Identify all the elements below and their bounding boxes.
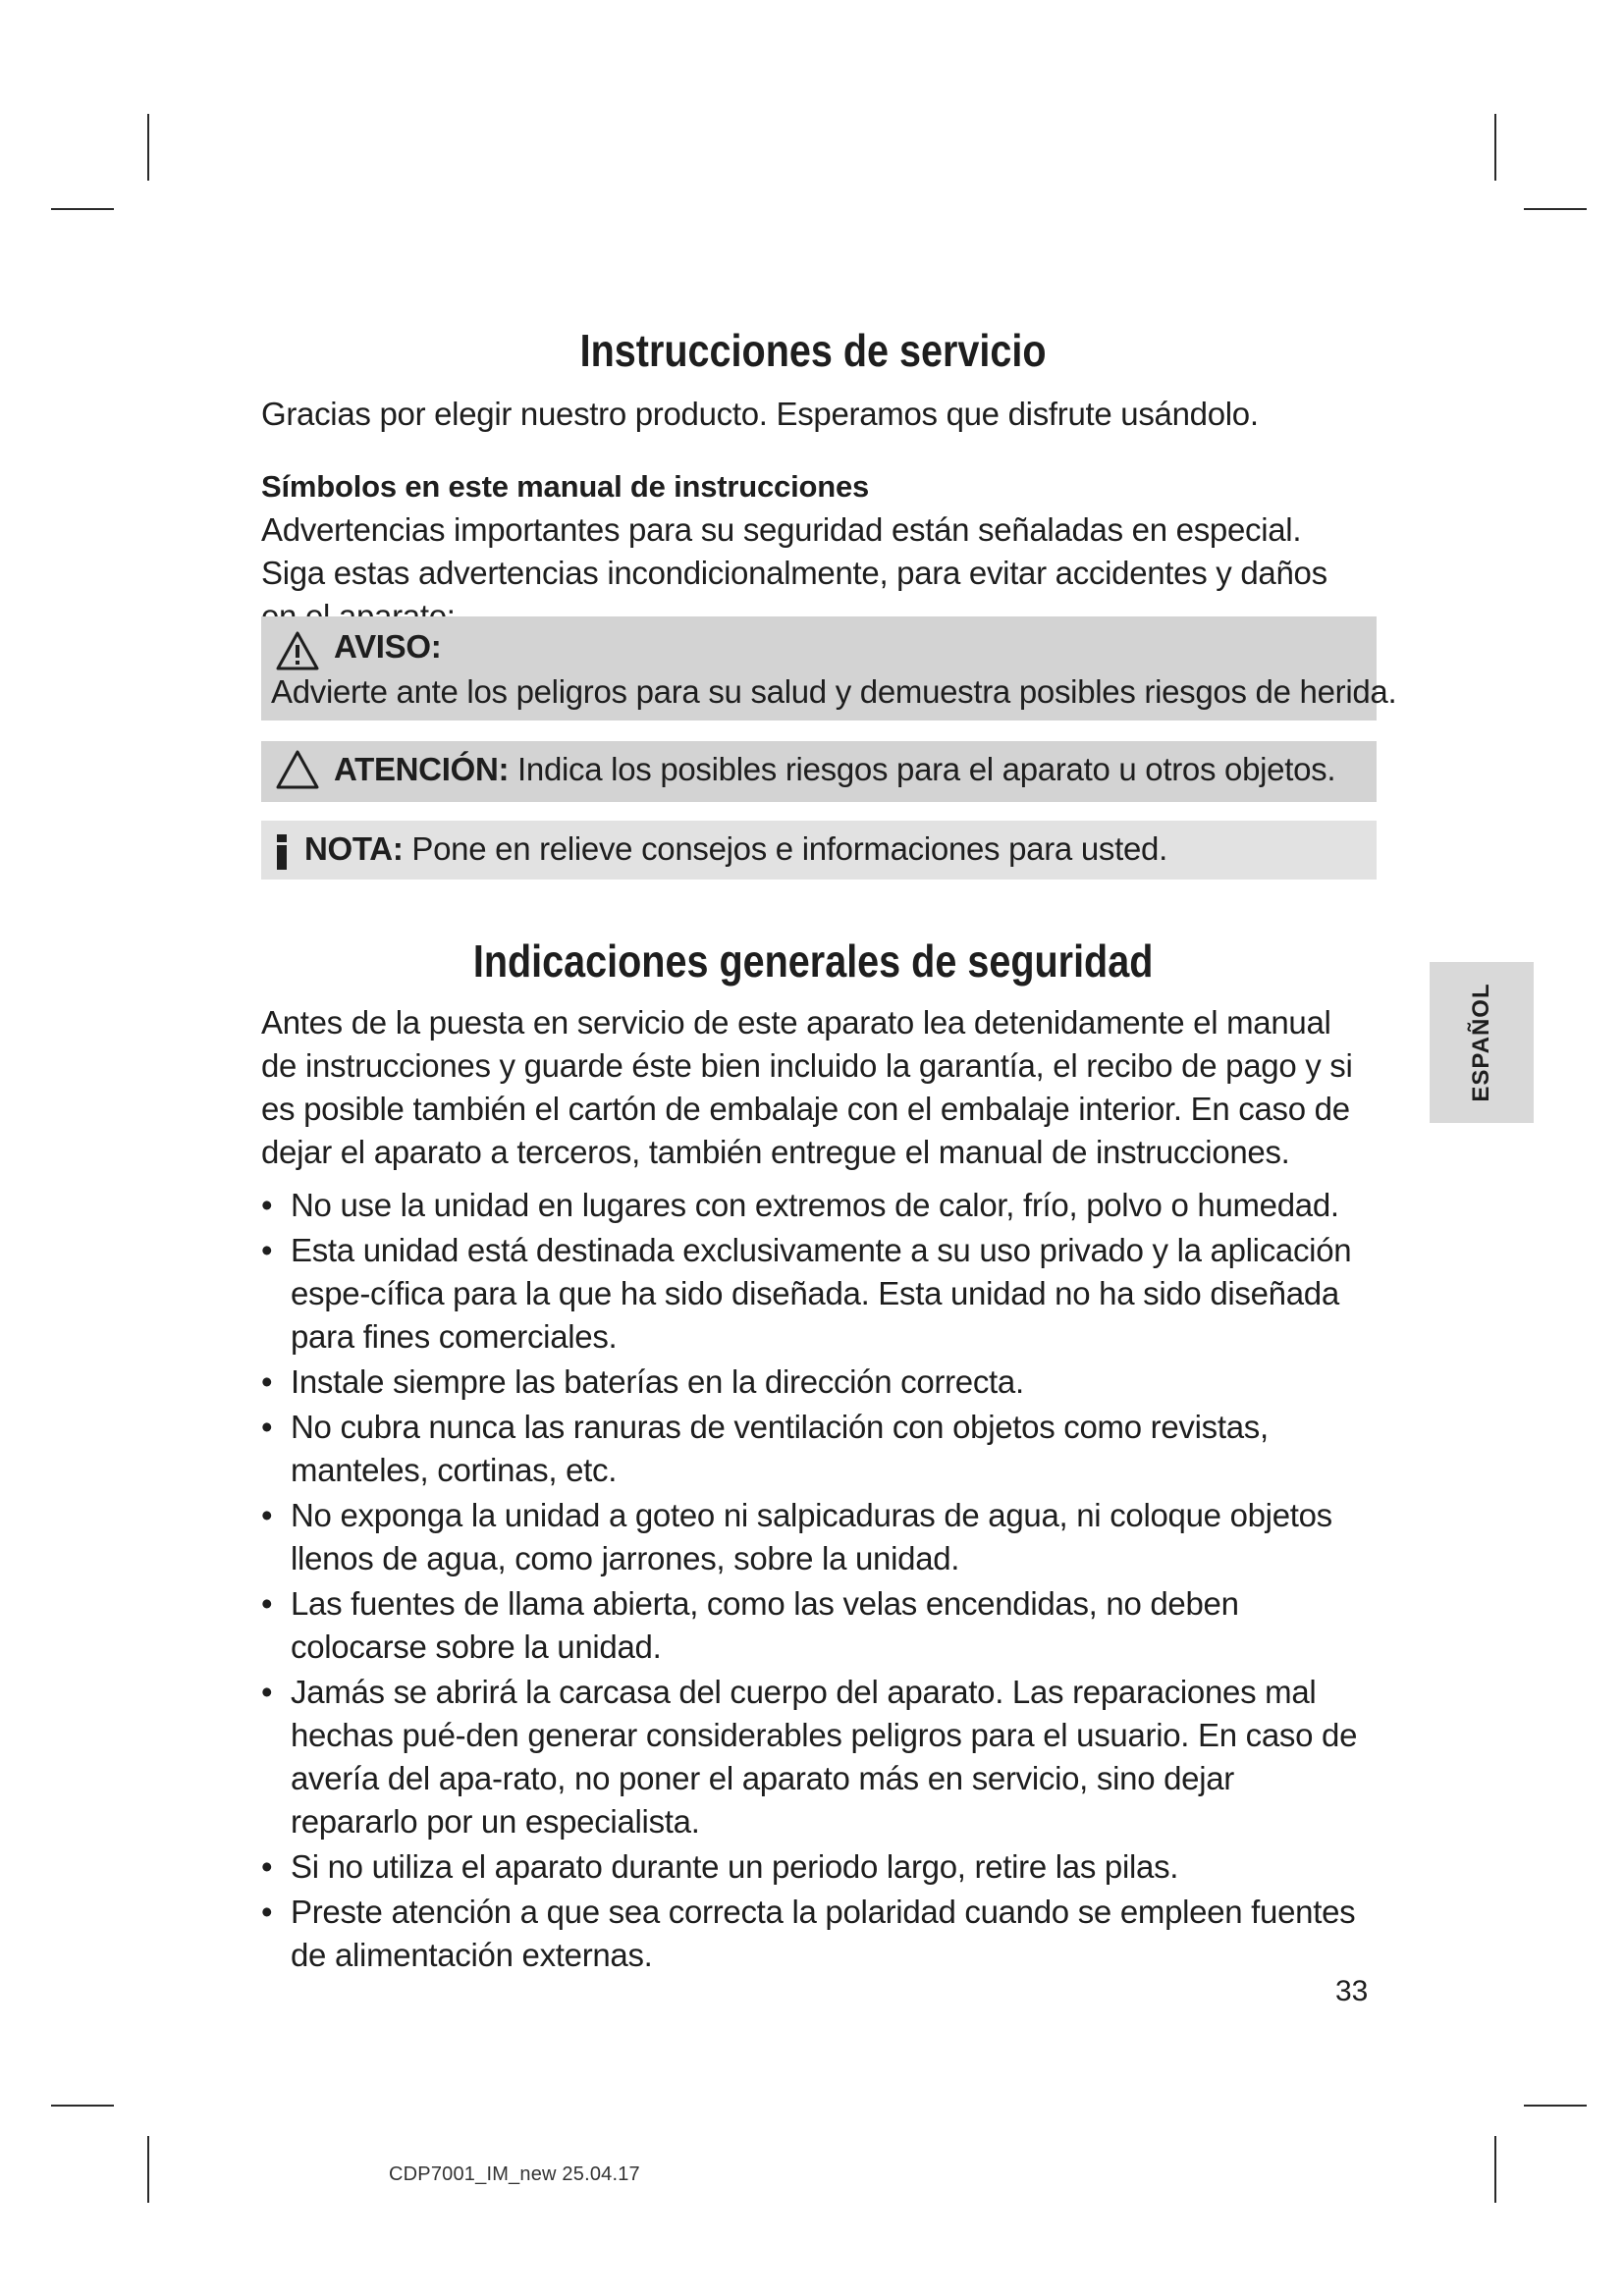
intro-text: Gracias por elegir nuestro producto. Esperamos que disfrute usándolo.	[261, 396, 1259, 432]
caution-icon	[275, 749, 320, 790]
atencion-box	[261, 741, 1377, 802]
page-title: Instrucciones de servicio	[579, 325, 1047, 376]
nota-label: NOTA:	[304, 830, 404, 867]
aviso-label: AVISO:	[334, 628, 442, 665]
list-item: • Instale siempre las baterías en la dirección correcta.	[261, 1361, 1365, 1404]
nota-box	[261, 821, 1377, 880]
crop-mark	[51, 2105, 114, 2107]
list-item: • No exponga la unidad a goteo ni salpicaduras de agua, ni coloque objetos llenos de agua, como jarrones, sobre la unidad.	[261, 1494, 1365, 1580]
symbols-heading: Símbolos en este manual de instrucciones	[261, 469, 870, 504]
aviso-box	[261, 616, 1397, 721]
list-item: • No cubra nunca las ranuras de ventilación con objetos como revistas, manteles, cortinas, etc.	[261, 1406, 1365, 1492]
atencion-line	[334, 751, 1335, 788]
info-icon	[275, 834, 289, 870]
list-item: • Jamás se abrirá la carcasa del cuerpo del aparato. Las reparaciones mal hechas pué-den generar considerables peligros para el usuario. En caso de avería del apa-rato, no poner el aparato más en servicio, sino dejar repararlo por un especialista.	[261, 1671, 1365, 1843]
crop-mark	[51, 208, 114, 210]
nota-text: Pone en relieve consejos e informaciones para usted.	[403, 830, 1167, 867]
crop-mark	[1494, 2136, 1496, 2203]
symbols-section	[261, 469, 1371, 638]
crop-mark	[147, 2136, 149, 2203]
intro-section	[261, 393, 1371, 436]
list-item: • No use la unidad en lugares con extremos de calor, frío, polvo o humedad.	[261, 1184, 1365, 1227]
symbols-text: Advertencias importantes para su seguridad están señaladas en especial. Siga estas advertencias incondicionalmente, para evitar accidentes y daños	[261, 511, 1327, 591]
safety-list	[261, 1184, 1365, 1977]
nota-line	[304, 830, 1167, 868]
language-tab-label: ESPAÑOL	[1468, 983, 1494, 1102]
warning-icon	[275, 630, 320, 671]
page-number: 33	[1335, 1975, 1369, 2007]
safety-intro: Antes de la puesta en servicio de este aparato lea detenidamente el manual de instrucciones y guarde éste bien incluido la garantía, el recibo de pago y si es posible también el cartón de embalaje con el embalaje interior. En caso de dejar el aparato a terceros, también entregue el manual de instrucciones.	[261, 1004, 1353, 1170]
atencion-label: ATENCIÓN:	[334, 751, 510, 787]
crop-mark	[1524, 208, 1587, 210]
list-item: • Las fuentes de llama abierta, como las velas encendidas, no deben colocarse sobre la unidad.	[261, 1582, 1365, 1669]
list-item: • Esta unidad está destinada exclusivamente a su uso privado y la aplicación espe-cífica para la que ha sido diseñada. Esta unidad no ha sido diseñada para fines comerciales.	[261, 1229, 1365, 1359]
crop-mark	[147, 114, 149, 181]
list-item: • Preste atención a que sea correcta la polaridad cuando se empleen fuentes de alimentación externas.	[261, 1891, 1365, 1977]
crop-mark	[1494, 114, 1496, 181]
language-tab	[1430, 962, 1534, 1123]
aviso-text: Advierte ante los peligros para su salud y demuestra posibles riesgos de herida.	[271, 673, 1397, 710]
crop-mark	[1524, 2105, 1587, 2107]
atencion-text: Indica los posibles riesgos para el aparato u otros objetos.	[509, 751, 1336, 787]
footer-code: CDP7001_IM_new 25.04.17	[389, 2163, 640, 2185]
safety-section	[261, 1001, 1365, 1979]
list-item: • Si no utiliza el aparato durante un periodo largo, retire las pilas.	[261, 1845, 1365, 1889]
safety-title: Indicaciones generales de seguridad	[472, 935, 1154, 987]
